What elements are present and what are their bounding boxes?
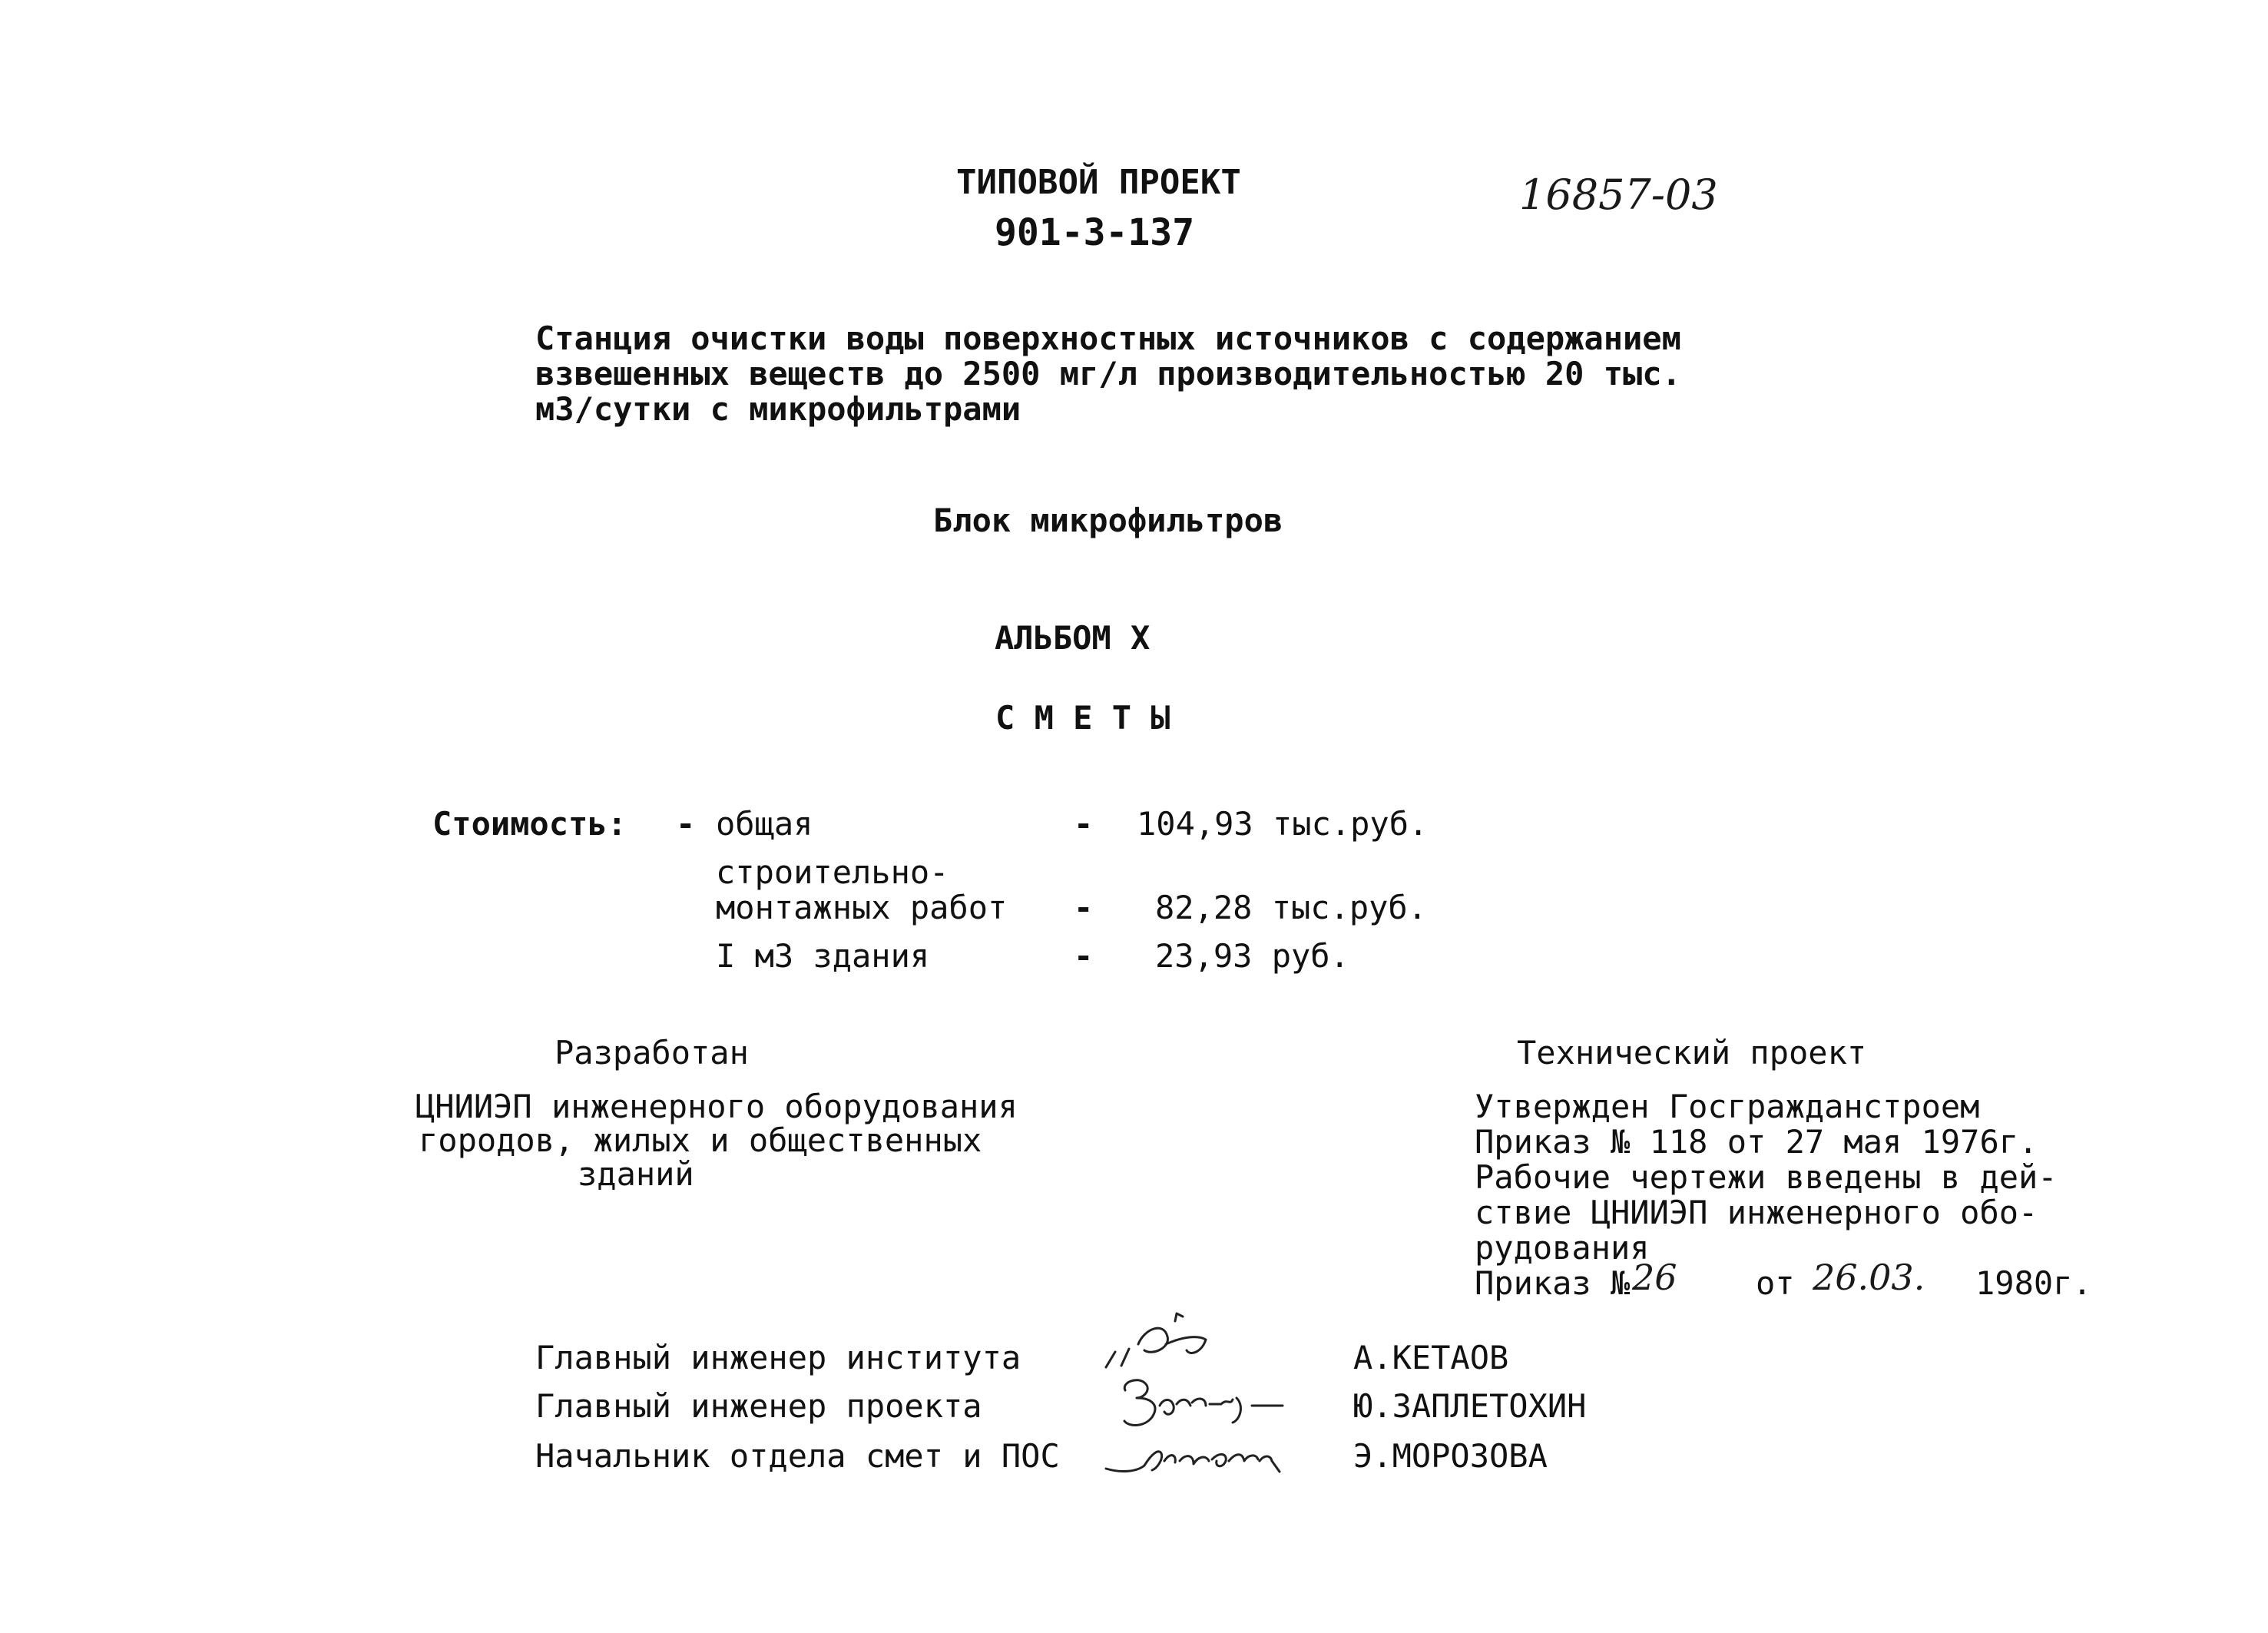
approval-order-date: 26.03. <box>1813 1257 1925 1298</box>
approval-line-5: рудования <box>1475 1229 1650 1267</box>
cost-construction-sep: - <box>1074 889 1094 926</box>
signature-role-3: Начальник отдела смет и ПОС <box>535 1437 1060 1475</box>
project-type-title: ТИПОВОЙ ПРОЕКТ <box>956 163 1241 202</box>
cost-total-name: общая <box>716 805 813 843</box>
album-title: АЛЬБОМ X <box>995 619 1151 657</box>
cost-per-m3-value: 23,93 руб. <box>1155 937 1349 975</box>
approval-heading: Технический проект <box>1517 1034 1867 1072</box>
developer-line-3: зданий <box>578 1155 694 1193</box>
project-code: 901-3-137 <box>995 211 1195 254</box>
cost-total-sep: - <box>1074 805 1094 843</box>
approval-order-year: 1980г. <box>1975 1264 2092 1302</box>
developer-heading: Разработан <box>555 1034 749 1072</box>
cost-label: Стоимость: <box>432 805 627 843</box>
approval-order-prefix: Приказ № <box>1475 1264 1631 1302</box>
developer-line-2: городов, жилых и общественных <box>419 1121 982 1159</box>
cost-construction-value: 82,28 тыс.руб. <box>1155 889 1428 926</box>
block-title: Блок микрофильтров <box>933 502 1283 539</box>
developer-line-1: ЦНИИЭП инженерного оборудования <box>416 1088 1018 1125</box>
handwritten-signatures-icon <box>1091 1290 1352 1490</box>
cost-dash: - <box>676 805 696 843</box>
cost-total-value: 104,93 тыс.руб. <box>1137 805 1429 843</box>
cost-construction-name-2: монтажных работ <box>716 889 1008 926</box>
signature-name-3: Э.МОРОЗОВА <box>1353 1437 1548 1475</box>
approval-order-number: 26 <box>1632 1257 1677 1298</box>
approval-line-4: ствие ЦНИИЭП инженерного обо- <box>1475 1194 2038 1231</box>
description-line-3: м3/сутки с микрофильтрами <box>535 390 1021 428</box>
signature-name-1: А.КЕТАОВ <box>1353 1339 1509 1376</box>
cost-per-m3-name: I м3 здания <box>716 937 930 975</box>
approval-line-2: Приказ № 118 от 27 мая 1976г. <box>1475 1123 2038 1161</box>
description-line-2: взвешенных веществ до 2500 мг/л производительностью 20 тыс. <box>535 355 1681 393</box>
handwritten-doc-number: 16857-03 <box>1519 171 1718 219</box>
signature-role-1: Главный инженер института <box>535 1339 1021 1376</box>
cost-per-m3-sep: - <box>1074 937 1094 975</box>
approval-line-1: Утвержден Госгражданстроем <box>1475 1088 1980 1125</box>
section-title: С М Е Т Ы <box>995 699 1170 737</box>
signature-name-2: Ю.ЗАПЛЕТОХИН <box>1353 1387 1587 1425</box>
cost-construction-name-1: строительно- <box>716 853 949 891</box>
approval-line-3: Рабочие чертежи введены в дей- <box>1475 1158 2058 1196</box>
signature-role-2: Главный инженер проекта <box>535 1387 982 1425</box>
approval-order-from: от <box>1756 1264 1795 1302</box>
description-line-1: Станция очистки воды поверхностных источников с содержанием <box>535 320 1681 357</box>
